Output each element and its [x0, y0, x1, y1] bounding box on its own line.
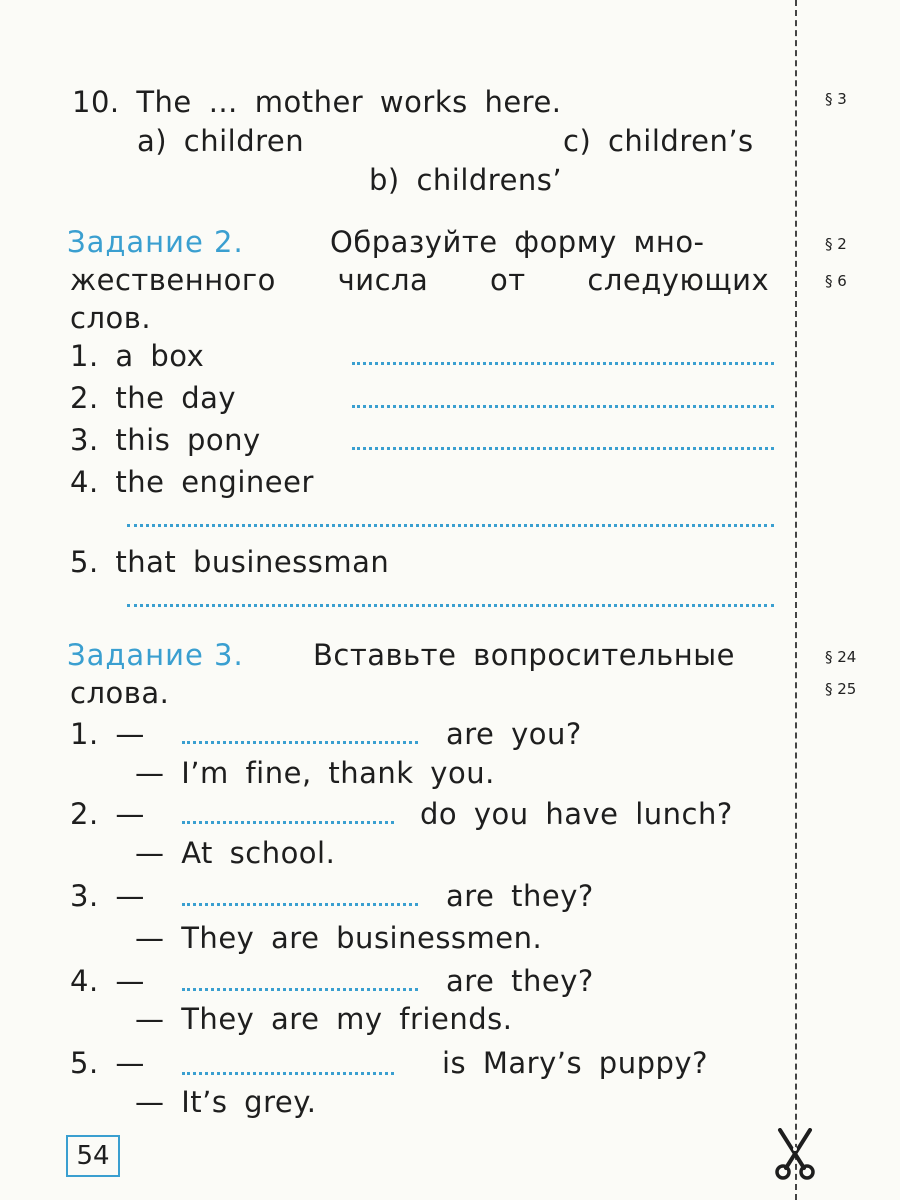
task-3-answer: — I’m fine, thank you. — [135, 756, 495, 790]
question-10-stem: 10. The … mother works here. — [72, 85, 562, 119]
task-3-instruction-line1: Вставьте вопросительные — [313, 638, 735, 672]
task-2-title: Задание 2. — [67, 225, 244, 259]
margin-reference: § 2 — [825, 235, 847, 253]
task-2-item: 5. that businessman — [70, 545, 390, 579]
scissors-icon — [770, 1128, 820, 1180]
answer-line[interactable] — [352, 405, 774, 408]
task-3-question: is Mary’s puppy? — [442, 1046, 708, 1080]
option-c: c) children’s — [563, 124, 754, 158]
task-2-item: 1. a box — [70, 339, 205, 373]
cut-line — [795, 0, 797, 1200]
margin-reference: § 24 — [825, 648, 857, 666]
task-2-item: 4. the engineer — [70, 465, 314, 499]
task-3-item-number: 4. — — [70, 964, 145, 998]
task-3-answer: — They are my friends. — [135, 1002, 513, 1036]
task-3-answer: — They are businessmen. — [135, 921, 543, 955]
task-3-answer: — At school. — [135, 836, 336, 870]
option-a: a) children — [137, 124, 305, 158]
margin-reference: § 25 — [825, 680, 857, 698]
page-number: 54 — [66, 1135, 120, 1177]
answer-line[interactable] — [182, 903, 418, 906]
task-2-item: 3. this pony — [70, 423, 261, 457]
answer-line[interactable] — [182, 988, 418, 991]
answer-line[interactable] — [182, 741, 418, 744]
margin-reference: § 3 — [825, 90, 847, 108]
margin-reference: § 6 — [825, 272, 847, 290]
answer-line[interactable] — [352, 447, 774, 450]
answer-line[interactable] — [127, 604, 774, 607]
task-3-item-number: 3. — — [70, 879, 145, 913]
task-2-instruction-line1: Образуйте форму мно- — [330, 225, 705, 259]
answer-line[interactable] — [182, 821, 394, 824]
task-3-question: are they? — [446, 964, 594, 998]
task-3-question: are they? — [446, 879, 594, 913]
task-3-item-number: 1. — — [70, 717, 145, 751]
task-3-item-number: 5. — — [70, 1046, 145, 1080]
task-3-instruction-line2: слова. — [70, 676, 170, 710]
task-3-question: do you have lunch? — [420, 797, 733, 831]
answer-line[interactable] — [127, 524, 774, 527]
task-2-instruction-line2: жественного числа от следующих — [70, 263, 770, 297]
task-3-item-number: 2. — — [70, 797, 145, 831]
answer-line[interactable] — [182, 1072, 394, 1075]
option-b: b) childrens’ — [369, 163, 563, 197]
task-3-title: Задание 3. — [67, 638, 244, 672]
task-2-instruction-line3: слов. — [70, 301, 152, 335]
task-3-question: are you? — [446, 717, 582, 751]
task-2-item: 2. the day — [70, 381, 237, 415]
answer-line[interactable] — [352, 362, 774, 365]
task-3-answer: — It’s grey. — [135, 1085, 317, 1119]
